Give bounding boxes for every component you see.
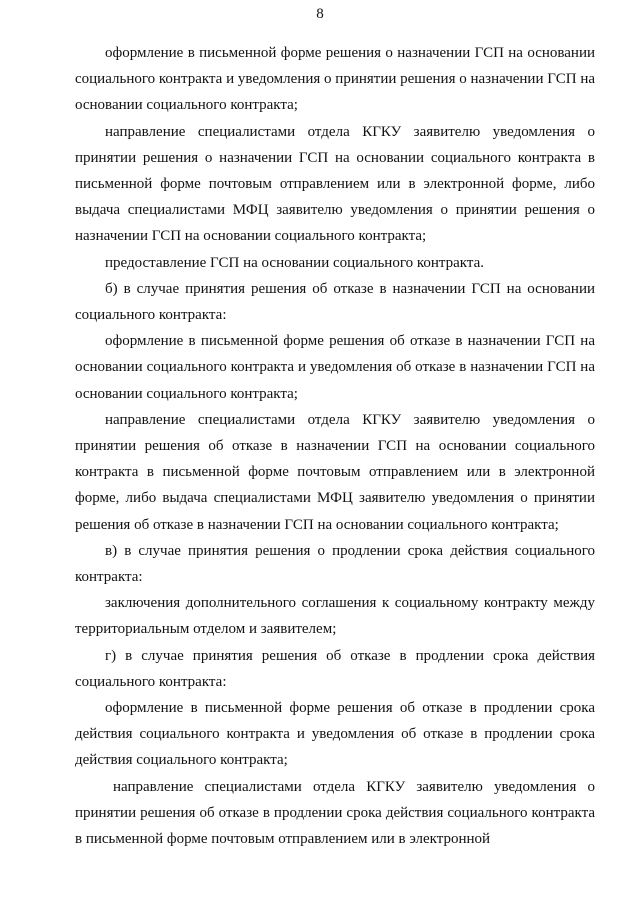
paragraph: оформление в письменной форме решения о назначении ГСП на основании социального контракта и уведомления о принятии решения о назначении ГСП на основании социального контракта; xyxy=(75,45,595,114)
paragraph: направление специалистами отдела КГКУ заявителю уведомления о принятии решения об отказе в назначении ГСП на основании социального контракта в письменной форме почтовым отправлением или в электронной форме, либо выдача специалистами МФЦ заявителю уведомления о принятии решения об отказе в назначении ГСП на основании социального контракта; xyxy=(75,411,595,533)
paragraph: направление специалистами отдела КГКУ заявителю уведомления о принятии решения об отказе в продлении срока действия социального контракта в письменной форме почтовым отправлением или в электронной xyxy=(75,778,595,848)
paragraph: заключения дополнительного соглашения к социальному контракту между территориальным отделом и заявителем; xyxy=(75,595,595,638)
paragraph: предоставление ГСП на основании социального контракта. xyxy=(105,254,485,271)
paragraph: в) в случае принятия решения о продлении срока действия социального контракта: xyxy=(75,542,595,586)
paragraph: оформление в письменной форме решения об отказе в продлении срока действия социального контракта и уведомления об отказе в продлении срока действия социального контракта; xyxy=(75,700,595,769)
paragraph: оформление в письменной форме решения об отказе в назначении ГСП на основании социального контракта и уведомления об отказе в назначении ГСП на основании социального контракта; xyxy=(75,333,595,402)
paragraph: направление специалистами отдела КГКУ заявителю уведомления о принятии решения о назначении ГСП на основании социального контракта в письменной форме почтовым отправлением или в электронной форме, либо выдача специалистами МФЦ заявителю уведомления о принятии решения о назначении ГСП на основании социального контракта; xyxy=(75,123,595,245)
paragraph: б) в случае принятия решения об отказе в назначении ГСП на основании социального контракта: xyxy=(75,280,595,324)
page-number: 8 xyxy=(316,6,324,22)
document-body xyxy=(75,40,595,852)
paragraph: г) в случае принятия решения об отказе в продлении срока действия социального контракта: xyxy=(75,647,595,690)
